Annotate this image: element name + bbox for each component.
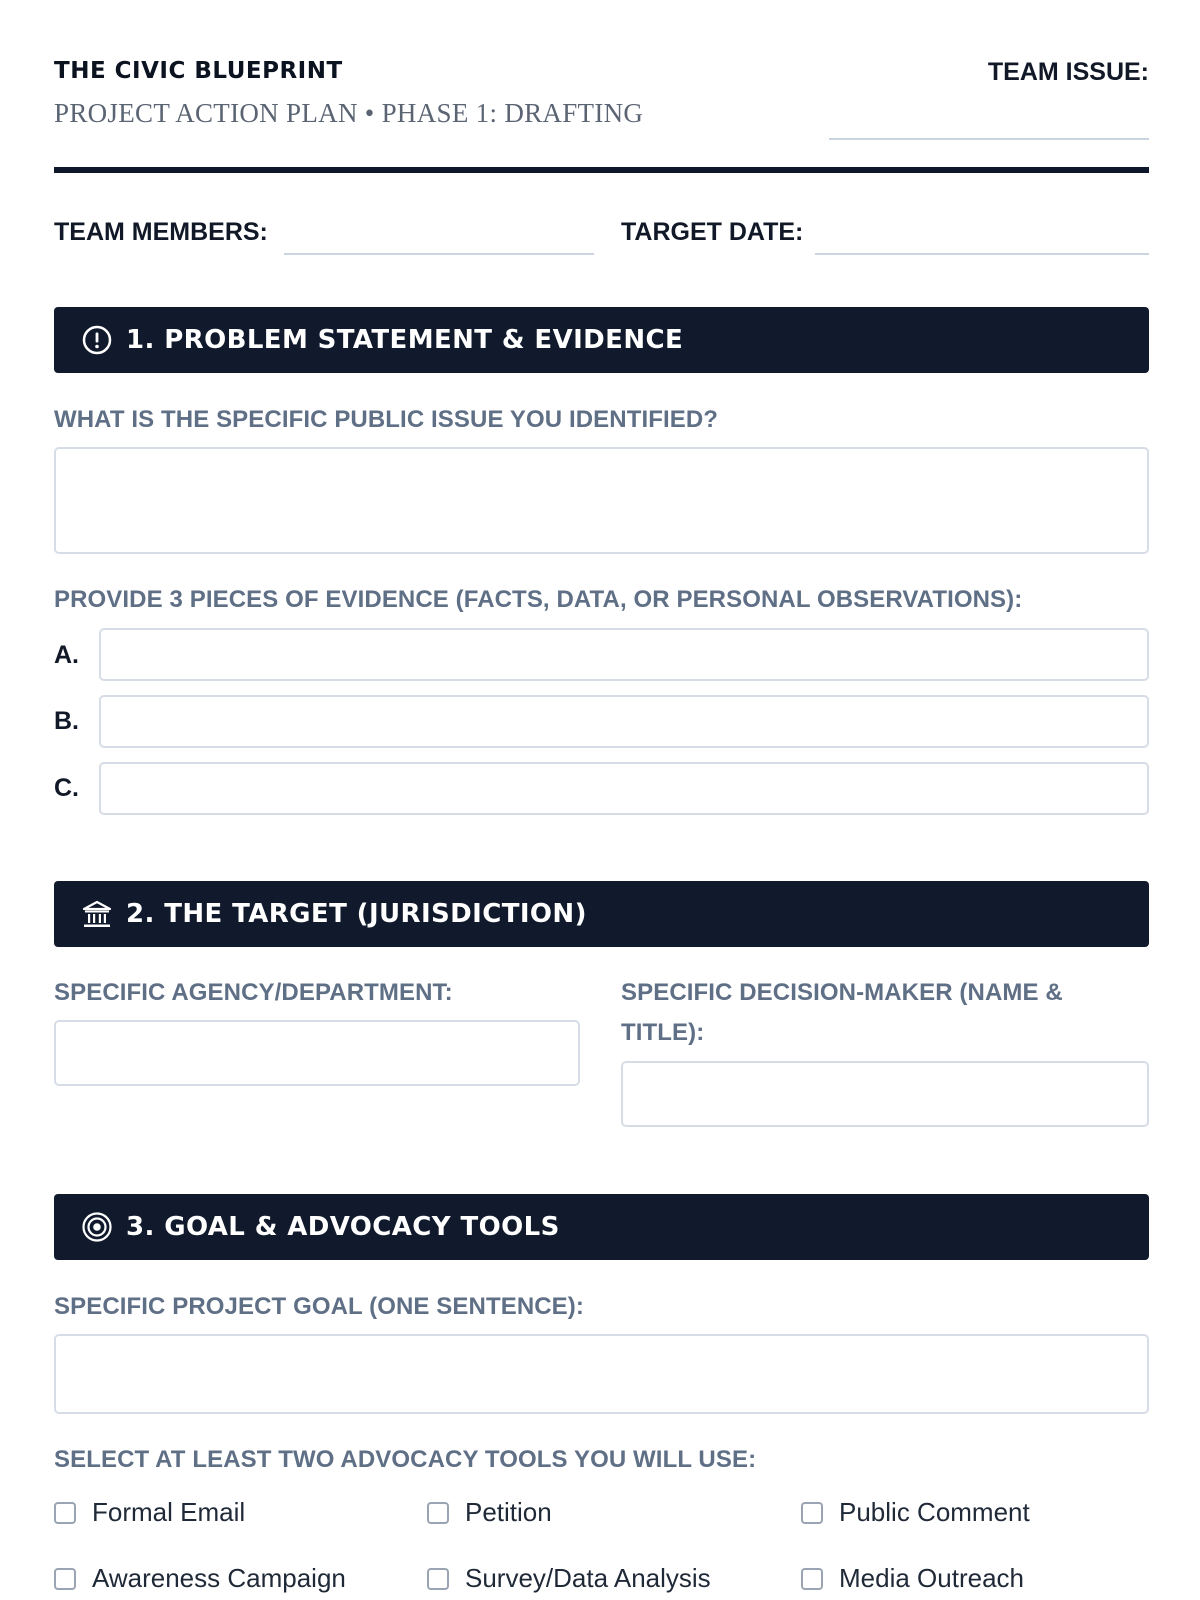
section-problem-header	[54, 307, 1149, 373]
target-date-field[interactable]	[815, 253, 1149, 255]
team-issue-label: TEAM ISSUE:	[987, 58, 1149, 86]
document-header	[54, 58, 1149, 178]
checkbox[interactable]	[427, 1502, 449, 1524]
tools-label: SELECT AT LEAST TWO ADVOCACY TOOLS YOU WILL USE:	[54, 1446, 757, 1473]
checkbox[interactable]	[54, 1568, 76, 1590]
checkbox[interactable]	[427, 1568, 449, 1590]
goal-field[interactable]	[54, 1334, 1149, 1414]
tool-option-label: Petition	[465, 1497, 552, 1527]
target-icon	[80, 1210, 114, 1244]
tool-option-public-comment[interactable]	[801, 1497, 1030, 1528]
tool-option-media-outreach[interactable]	[801, 1563, 1024, 1594]
tool-option-survey-data-analysis[interactable]	[427, 1563, 711, 1594]
issue-question-label: WHAT IS THE SPECIFIC PUBLIC ISSUE YOU IDENTIFIED?	[54, 406, 719, 433]
team-members-label: TEAM MEMBERS:	[54, 218, 268, 246]
evidence-letter-a: A.	[54, 641, 79, 669]
section-goal-title: 3. GOAL & ADVOCACY TOOLS	[126, 1212, 560, 1242]
tool-option-label: Survey/Data Analysis	[465, 1563, 711, 1593]
section-goal-header	[54, 1194, 1149, 1260]
section-problem-title: 1. PROBLEM STATEMENT & EVIDENCE	[126, 325, 684, 355]
evidence-a-field[interactable]	[99, 628, 1149, 681]
tool-option-awareness-campaign[interactable]	[54, 1563, 346, 1594]
evidence-question-label: PROVIDE 3 PIECES OF EVIDENCE (FACTS, DATA, OR PERSONAL OBSERVATIONS):	[54, 586, 1023, 613]
evidence-c-field[interactable]	[99, 762, 1149, 815]
issue-answer-box[interactable]	[54, 447, 1149, 554]
section-target-header	[54, 881, 1149, 947]
checkbox[interactable]	[801, 1568, 823, 1590]
team-issue-field[interactable]	[829, 138, 1149, 140]
alert-circle-icon	[80, 323, 114, 357]
evidence-letter-b: B.	[54, 707, 79, 735]
header-divider	[54, 167, 1149, 173]
checkbox[interactable]	[801, 1502, 823, 1524]
tool-option-petition[interactable]	[427, 1497, 552, 1528]
tool-option-label: Public Comment	[839, 1497, 1030, 1527]
agency-field[interactable]	[54, 1020, 580, 1086]
brand-title: THE CIVIC BLUEPRINT	[54, 58, 343, 84]
team-members-field[interactable]	[284, 253, 594, 255]
tool-option-label: Formal Email	[92, 1497, 246, 1527]
document-subtitle: PROJECT ACTION PLAN • PHASE 1: DRAFTING	[54, 98, 644, 128]
decision-maker-label-line1: SPECIFIC DECISION-MAKER (NAME &	[621, 979, 1063, 1006]
tool-option-formal-email[interactable]	[54, 1497, 245, 1528]
evidence-letter-c: C.	[54, 774, 79, 802]
section-target-title: 2. THE TARGET (JURISDICTION)	[126, 899, 587, 929]
evidence-b-field[interactable]	[99, 695, 1149, 748]
tool-option-label: Media Outreach	[839, 1563, 1024, 1593]
agency-label: SPECIFIC AGENCY/DEPARTMENT:	[54, 979, 453, 1006]
government-building-icon	[80, 897, 114, 931]
goal-label: SPECIFIC PROJECT GOAL (ONE SENTENCE):	[54, 1293, 584, 1320]
target-date-label: TARGET DATE:	[621, 218, 804, 246]
decision-maker-label-line2: TITLE):	[621, 1019, 705, 1046]
decision-maker-field[interactable]	[621, 1061, 1149, 1127]
checkbox[interactable]	[54, 1502, 76, 1524]
tool-option-label: Awareness Campaign	[92, 1563, 346, 1593]
